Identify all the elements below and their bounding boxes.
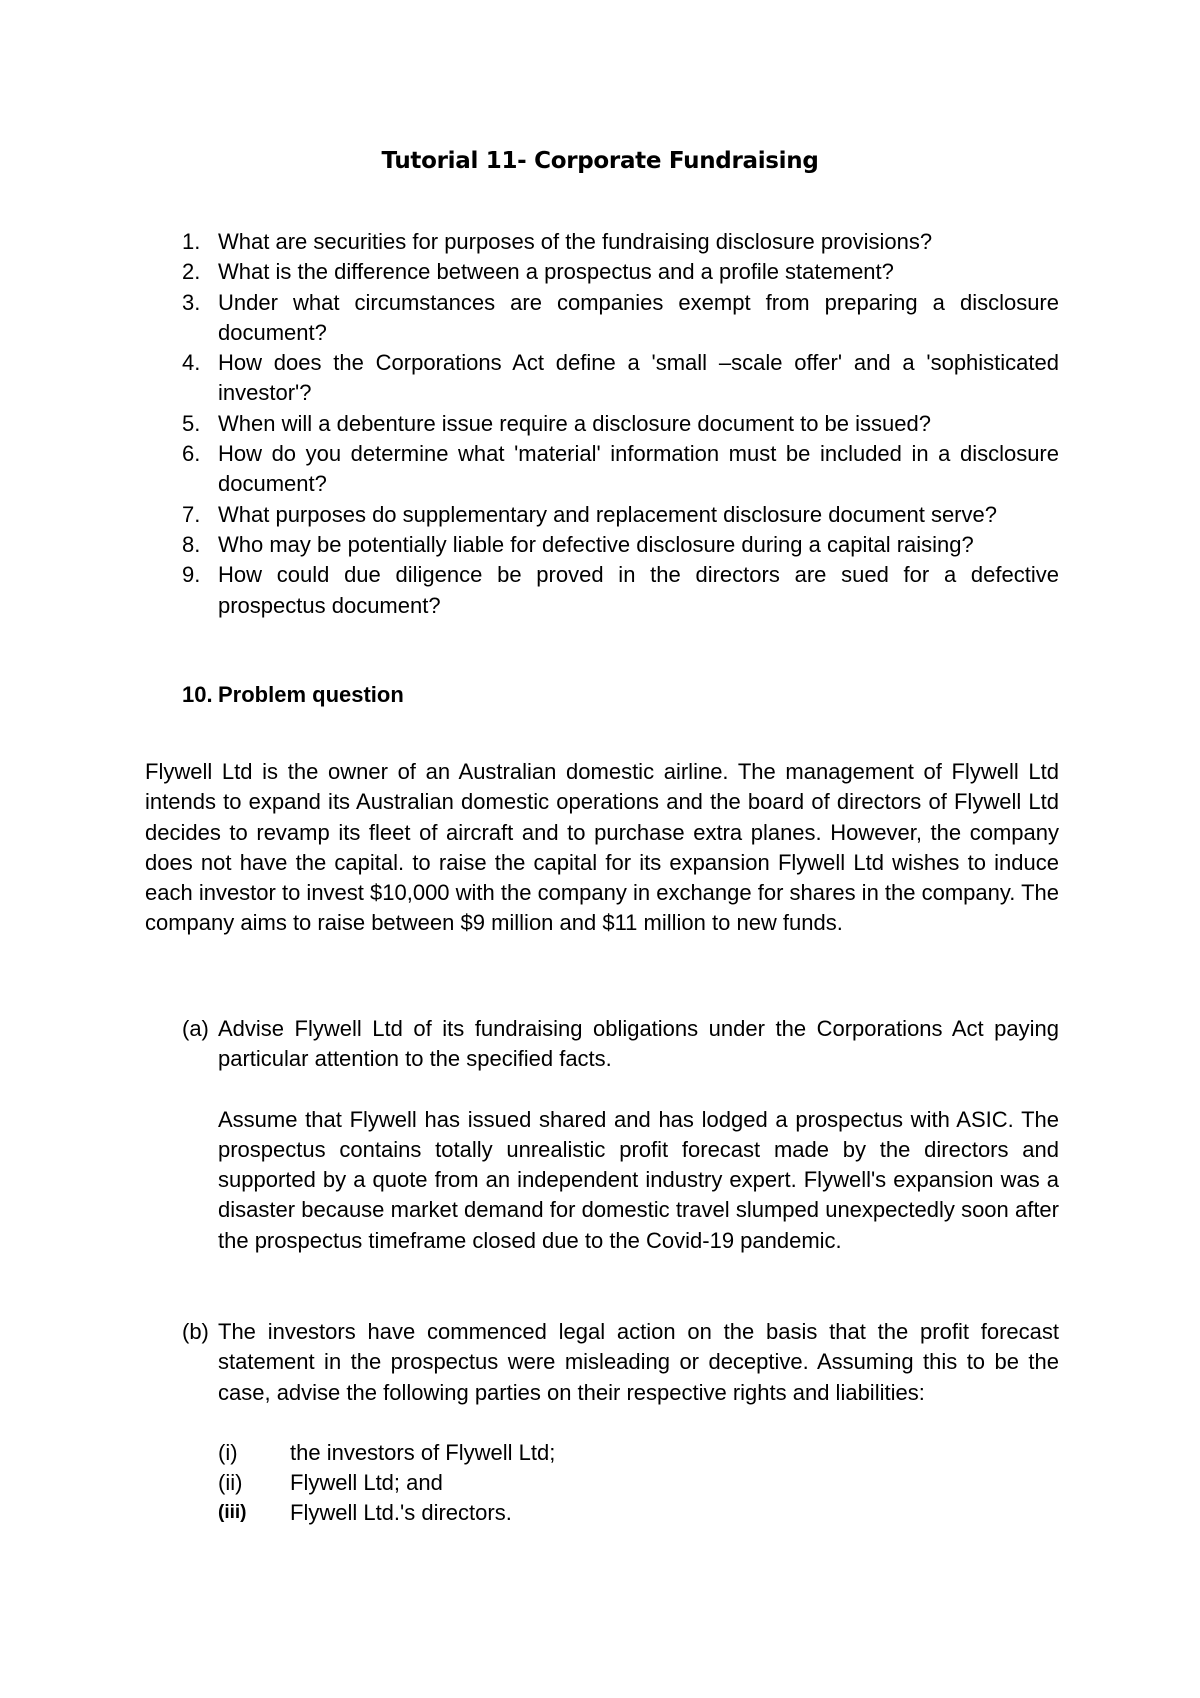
- party-number: (i): [218, 1439, 238, 1465]
- problem-heading: [182, 680, 404, 710]
- question-item: [182, 348, 1059, 409]
- problem-intro-paragraph: Flywell Ltd is the owner of an Australian domestic airline. The management of Flywell Ltd intends to expand its Australian domestic operations and the board of directors of Flywell Ltd decides to revamp its fleet of aircraft and to purchase extra planes. However, the company does not have the capital. to raise the capital for its expansion Flywell Ltd wishes to induce each investor to invest $10,000 with the company in exchange for shares in the company. The company aims to raise between $9 million and $11 million to new funds.: [145, 759, 1059, 936]
- question-number: 5.: [182, 410, 201, 436]
- question-number: 3.: [182, 289, 201, 315]
- part-a-question: Advise Flywell Ltd of its fundraising obligations under the Corporations Act paying particular attention to the specified facts.: [218, 1016, 1059, 1072]
- question-item: [182, 439, 1059, 500]
- party-item: [218, 1498, 1059, 1528]
- question-text: How could due diligence be proved in the directors are sued for a defective prospectus document?: [218, 562, 1059, 618]
- part-b-body: [182, 1317, 1059, 1529]
- part-a-body: [182, 1014, 1059, 1256]
- problem-heading-text: Problem question: [218, 682, 404, 707]
- question-item: [182, 560, 1059, 621]
- question-number: 6.: [182, 441, 201, 467]
- question-item: [182, 257, 1059, 287]
- part-a-label: (a): [182, 1016, 209, 1041]
- party-number: (iii): [218, 1502, 247, 1524]
- party-text: Flywell Ltd.'s directors.: [290, 1500, 512, 1526]
- question-item: [182, 409, 1059, 439]
- problem-number: 10.: [182, 682, 213, 707]
- document-title: Tutorial 11- Corporate Fundraising: [381, 148, 819, 174]
- part-b-question: The investors have commenced legal action on the basis that the profit forecast statement in the prospectus were misleading or deceptive. Assuming this to be the case, advise the following parties on their respective rights and liabilities:: [218, 1319, 1059, 1405]
- question-list: [182, 227, 1059, 621]
- question-text: What is the difference between a prospectus and a profile statement?: [218, 259, 894, 285]
- part-a: [182, 1014, 1059, 1256]
- question-text: What purposes do supplementary and replacement disclosure document serve?: [218, 501, 997, 527]
- question-number: 1.: [182, 229, 201, 254]
- question-number: 2.: [182, 259, 201, 285]
- part-b-label: (b): [182, 1319, 209, 1344]
- question-item: [182, 500, 1059, 530]
- question-text: How do you determine what 'material' information must be included in a disclosure document?: [218, 441, 1059, 497]
- party-list: [218, 1438, 1059, 1529]
- part-b: [182, 1317, 1059, 1529]
- question-number: 8.: [182, 531, 201, 557]
- question-text: What are securities for purposes of the fundraising disclosure provisions?: [218, 229, 933, 254]
- question-text: Who may be potentially liable for defective disclosure during a capital raising?: [218, 531, 974, 557]
- question-item: [182, 227, 1059, 257]
- question-item: [182, 530, 1059, 560]
- question-number: 9.: [182, 562, 201, 588]
- party-number: (ii): [218, 1470, 243, 1496]
- question-text: When will a debenture issue require a disclosure document to be issued?: [218, 410, 931, 436]
- party-item: [218, 1468, 1059, 1498]
- question-item: [182, 288, 1059, 349]
- question-number: 4.: [182, 350, 201, 376]
- party-item: [218, 1438, 1059, 1468]
- question-text: How does the Corporations Act define a 'small –scale offer' and a 'sophisticated investor'?: [218, 350, 1059, 406]
- question-number: 7.: [182, 501, 201, 527]
- part-a-assumption: Assume that Flywell has issued shared and has lodged a prospectus with ASIC. The prospectus contains totally unrealistic profit forecast made by the directors and supported by a quote from an independent industry expert. Flywell's expansion was a disaster because market demand for domestic travel slumped unexpectedly soon after the prospectus timeframe closed due to the Covid-19 pandemic.: [218, 1106, 1059, 1253]
- question-text: Under what circumstances are companies exempt from preparing a disclosure document?: [218, 289, 1059, 345]
- party-text: the investors of Flywell Ltd;: [290, 1439, 556, 1465]
- party-text: Flywell Ltd; and: [290, 1470, 443, 1496]
